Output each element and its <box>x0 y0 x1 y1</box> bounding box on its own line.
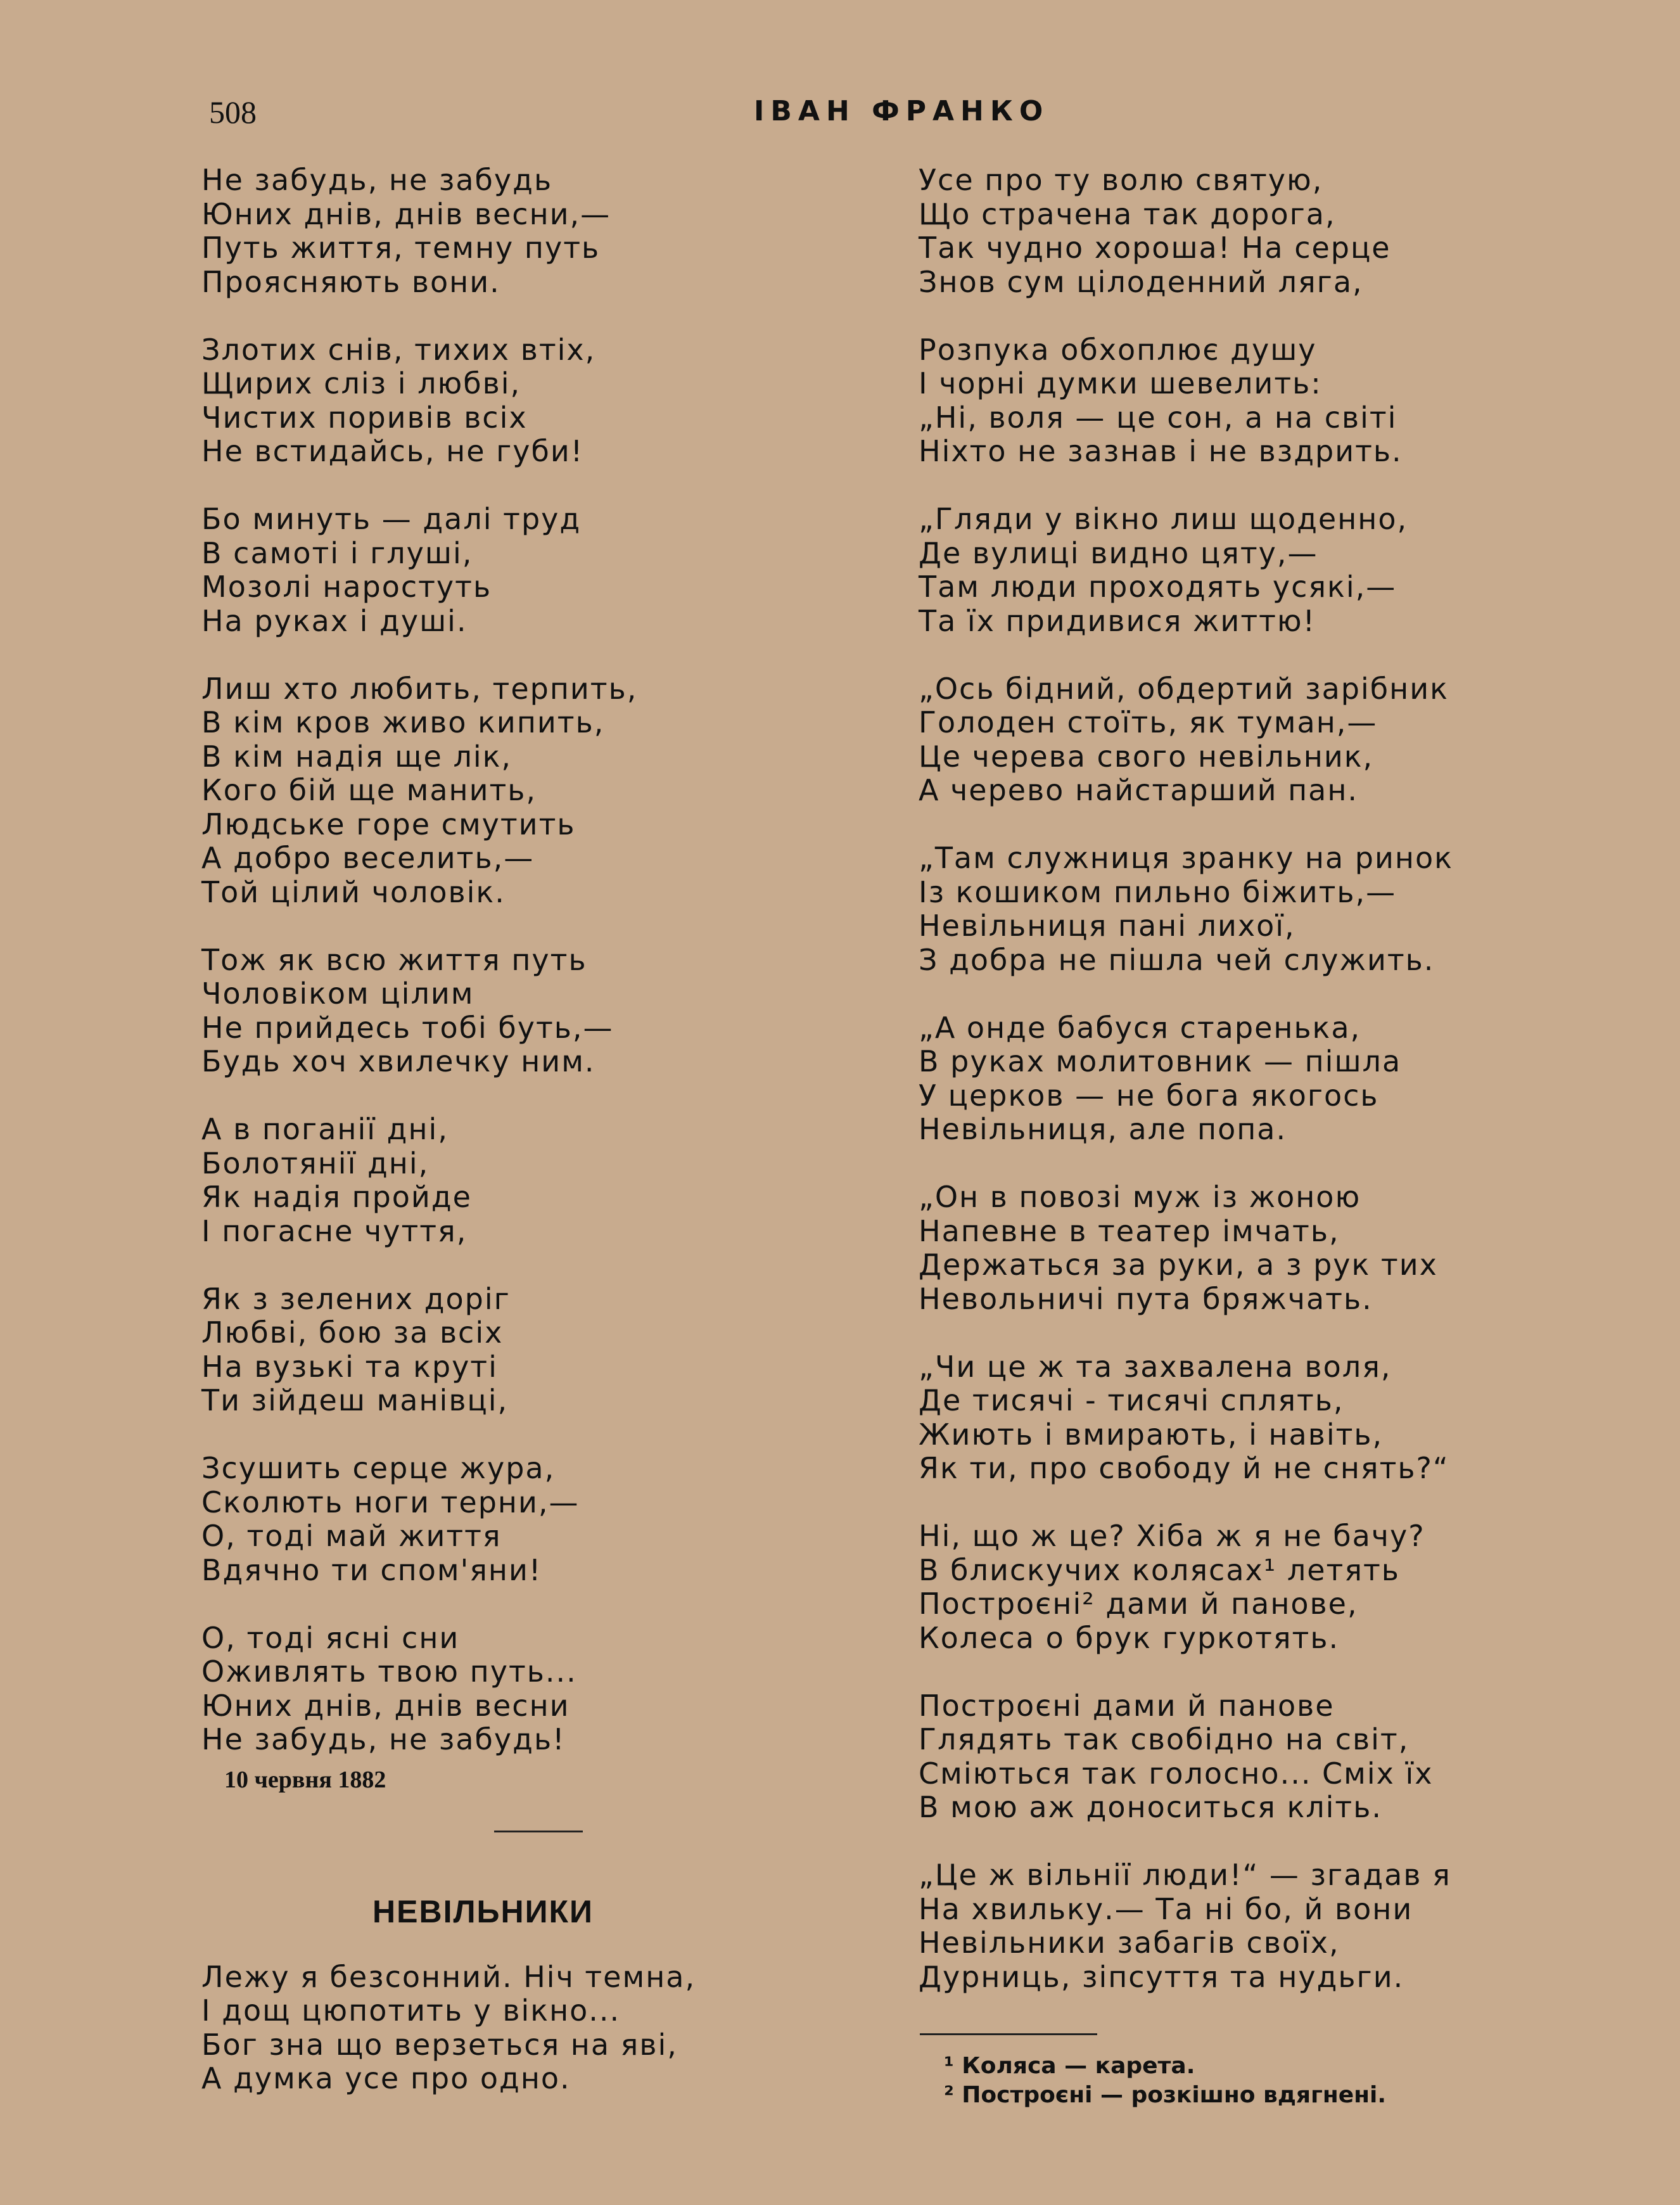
footnotes <box>944 2052 1622 2110</box>
poem-title: НЕВІЛЬНИКИ <box>372 1893 594 1929</box>
verse-line: Не встидайсь, не губи! <box>201 434 584 468</box>
stanza <box>919 1519 1622 1655</box>
verse-line: Построєні дами й панове <box>919 1688 1335 1723</box>
stanza-gap <box>919 977 1622 1011</box>
stanza <box>201 1282 803 1418</box>
verse-line: І чорні думки шевелить: <box>919 366 1322 400</box>
stanza-gap <box>201 909 803 943</box>
verse-line: Ніхто не зазнав і не вздрить. <box>919 434 1403 468</box>
stanza-gap <box>201 1079 803 1113</box>
footnote-divider <box>920 2033 1097 2035</box>
verse-line: Бо минуть — далі труд <box>201 502 582 536</box>
stanza-gap <box>201 1248 803 1282</box>
verse-line: Той цілий чоловік. <box>201 874 506 909</box>
verse-line: Щирих сліз і любві, <box>201 366 521 400</box>
stanza <box>201 943 803 1079</box>
verse-line: В руках молитовник — пішла <box>919 1044 1402 1078</box>
verse-line: Невільниця, але попа. <box>919 1112 1287 1146</box>
verse-line: Що страчена так дорога, <box>919 196 1336 231</box>
verse-line: На руках і душі. <box>201 603 468 638</box>
verse-line: А добро веселить,— <box>201 841 535 875</box>
verse-line: На вузькі та круті <box>201 1349 498 1384</box>
verse-line: І погасне чуття, <box>201 1213 468 1248</box>
verse-line: Лиш хто любить, терпить, <box>201 671 638 706</box>
verse-line: А думка усе про одно. <box>201 2061 571 2095</box>
stanza <box>201 1452 803 1587</box>
stanza <box>919 1180 1622 1316</box>
verse-line: Оживлять твою путь... <box>201 1654 577 1689</box>
verse-line: В самоті і глуші, <box>201 535 473 570</box>
footnote: ² Построєні — розкішно вдягнені. <box>944 2082 1387 2108</box>
stanza-gap <box>919 1316 1622 1350</box>
stanza-gap <box>919 299 1622 333</box>
verse-line: Юних днів, днів весни,— <box>201 196 611 231</box>
verse-line: Проясняють вони. <box>201 264 500 299</box>
verse-line: Будь хоч хвилечку ним. <box>201 1044 595 1078</box>
running-head-author: ІВАН ФРАНКО <box>754 95 1050 127</box>
stanza <box>919 333 1622 469</box>
verse-line: Як з зелених доріг <box>201 1281 511 1316</box>
stanza <box>919 1350 1622 1486</box>
verse-line: Зсушить серце жура, <box>201 1451 556 1485</box>
verse-line: А в поганії дні, <box>201 1112 449 1146</box>
stanza <box>201 163 803 299</box>
verse-line: Болотянії дні, <box>201 1146 430 1180</box>
stanza-gap <box>201 299 803 333</box>
verse-line: „Там служниця зранку на ринок <box>919 841 1453 875</box>
verse-line: Так чудно хороша! На серце <box>919 231 1391 265</box>
verse-line: „Он в повозі муж із жоною <box>919 1180 1361 1214</box>
verse-line: У церков — не бога якогось <box>919 1078 1379 1113</box>
stanza <box>919 163 1622 299</box>
verse-line: Там люди проходять усякі,— <box>919 570 1397 604</box>
verse-line: „Ось бідний, обдертий зарібник <box>919 671 1449 706</box>
verse-line: І дощ цюпотить у вікно... <box>201 1993 621 2028</box>
verse-line: Розпука обхоплює душу <box>919 332 1317 367</box>
verse-line: Кого бій ще манить, <box>201 773 537 807</box>
verse-line: Не прийдесь тобі буть,— <box>201 1010 614 1045</box>
stanza-gap <box>201 638 803 672</box>
stanza-gap <box>919 1655 1622 1689</box>
verse-line: Усе про ту волю святую, <box>919 163 1323 197</box>
left-column <box>201 163 803 2096</box>
verse-line: Де вулиці видно цяту,— <box>919 535 1318 570</box>
page-number: 508 <box>209 94 257 130</box>
stanza <box>919 1689 1622 1825</box>
verse-line: Любві, бою за всіх <box>201 1315 504 1350</box>
verse-line: „Гляди у вікно лиш щоденно, <box>919 502 1408 536</box>
verse-line: „Це ж вільнії люди!“ — згадав я <box>919 1858 1451 1892</box>
verse-line: Невільниця пані лихої, <box>919 909 1295 943</box>
verse-line: З добра не пішла чей служить. <box>919 942 1435 977</box>
verse-line: Дурниць, зіпсуття та нудьги. <box>919 1959 1404 1994</box>
verse-line: Як ти, про свободу й не снять?“ <box>919 1451 1449 1485</box>
verse-line: В блискучих колясах¹ летять <box>919 1552 1400 1587</box>
verse-line: На хвильку.— Та ні бо, й вони <box>919 1891 1413 1926</box>
stanza-gap <box>919 808 1622 842</box>
stanza-gap <box>919 1825 1622 1859</box>
verse-line: Сколють ноги терни,— <box>201 1485 580 1519</box>
section-divider <box>494 1831 583 1832</box>
verse-line: Як надія пройде <box>201 1180 472 1214</box>
stanza-gap <box>201 1587 803 1621</box>
stanza <box>919 1858 1622 1994</box>
verse-line: Не забудь, не забудь <box>201 163 553 197</box>
stanza <box>201 502 803 638</box>
verse-line: Напевне в театер імчать, <box>919 1213 1340 1248</box>
stanza-gap <box>201 1418 803 1452</box>
verse-line: Построєні² дами й панове, <box>919 1587 1358 1621</box>
verse-line: Глядять так свобідно на світ, <box>919 1722 1410 1756</box>
second-poem-lines <box>201 1960 803 2096</box>
verse-line: О, тоді май життя <box>201 1519 502 1553</box>
verse-line: „Чи це ж та захвалена воля, <box>919 1349 1392 1384</box>
verse-line: Чоловіком цілим <box>201 976 474 1011</box>
verse-line: В кім надія ще лік, <box>201 739 512 774</box>
verse-line: В мою аж доноситься кліть. <box>919 1790 1382 1824</box>
stanza-gap <box>919 1486 1622 1520</box>
stanza <box>919 1011 1622 1147</box>
verse-line: „А онде бабуся старенька, <box>919 1010 1361 1045</box>
verse-line: Держаться за руки, а з рук тих <box>919 1248 1438 1282</box>
verse-line: Чистих поривів всіх <box>201 400 528 435</box>
verse-line: Ні, що ж це? Хіба ж я не бачу? <box>919 1519 1425 1553</box>
stanza <box>919 841 1622 977</box>
stanza-gap <box>919 638 1622 672</box>
stanza-gap <box>919 469 1622 503</box>
verse-line: Жиють і вмирають, і навіть, <box>919 1417 1384 1452</box>
verse-line: Тож як всю життя путь <box>201 942 587 977</box>
verse-line: Невільники забагів своїх, <box>919 1926 1340 1960</box>
verse-line: Та їх придивися життю! <box>919 603 1316 638</box>
verse-line: Мозолі наростуть <box>201 570 492 604</box>
verse-line: Де тисячі - тисячі сплять, <box>919 1383 1344 1417</box>
verse-line: Лежу я безсонний. Ніч темна, <box>201 1959 696 1994</box>
verse-line: Злотих снів, тихих втіх, <box>201 332 596 367</box>
verse-line: Юних днів, днів весни <box>201 1688 570 1723</box>
poem-stanzas <box>201 163 803 1757</box>
stanza <box>201 1113 803 1248</box>
verse-line: Бог зна що верзеться на яві, <box>201 2027 678 2062</box>
stanza-gap <box>919 1147 1622 1181</box>
stanza <box>919 672 1622 808</box>
verse-line: Голоден стоїть, як туман,— <box>919 705 1378 739</box>
verse-line: Сміються так голосно... Сміх їх <box>919 1756 1434 1791</box>
verse-line: Це черева свого невільник, <box>919 739 1374 774</box>
poem-continuation-stanzas <box>919 163 1622 1994</box>
stanza <box>201 1621 803 1757</box>
verse-line: „Ні, воля — це сон, а на світі <box>919 400 1397 435</box>
footnote: ¹ Коляса — карета. <box>944 2053 1195 2079</box>
verse-line: Знов сум цілоденний ляга, <box>919 264 1363 299</box>
verse-line: Людське горе смутить <box>201 807 576 841</box>
stanza <box>201 333 803 469</box>
verse-line: В кім кров живо кипить, <box>201 705 605 739</box>
verse-line: Вдячно ти спом'яни! <box>201 1552 542 1587</box>
verse-line: Невольничі пута бряжчать. <box>919 1281 1373 1316</box>
verse-line: Не забудь, не забудь! <box>201 1722 566 1756</box>
poem-date: 10 червня 1882 <box>224 1766 386 1793</box>
right-column <box>919 163 1622 2110</box>
verse-line: А черево найстарший пан. <box>919 773 1359 807</box>
stanza <box>201 672 803 910</box>
verse-line: Із кошиком пильно біжить,— <box>919 874 1397 909</box>
verse-line: Ти зійдеш манівці, <box>201 1383 509 1417</box>
stanza-gap <box>201 469 803 503</box>
verse-line: О, тоді ясні сни <box>201 1620 460 1655</box>
stanza <box>919 502 1622 638</box>
verse-line: Колеса о брук гуркотять. <box>919 1620 1340 1655</box>
verse-line: Путь життя, темну путь <box>201 231 601 265</box>
